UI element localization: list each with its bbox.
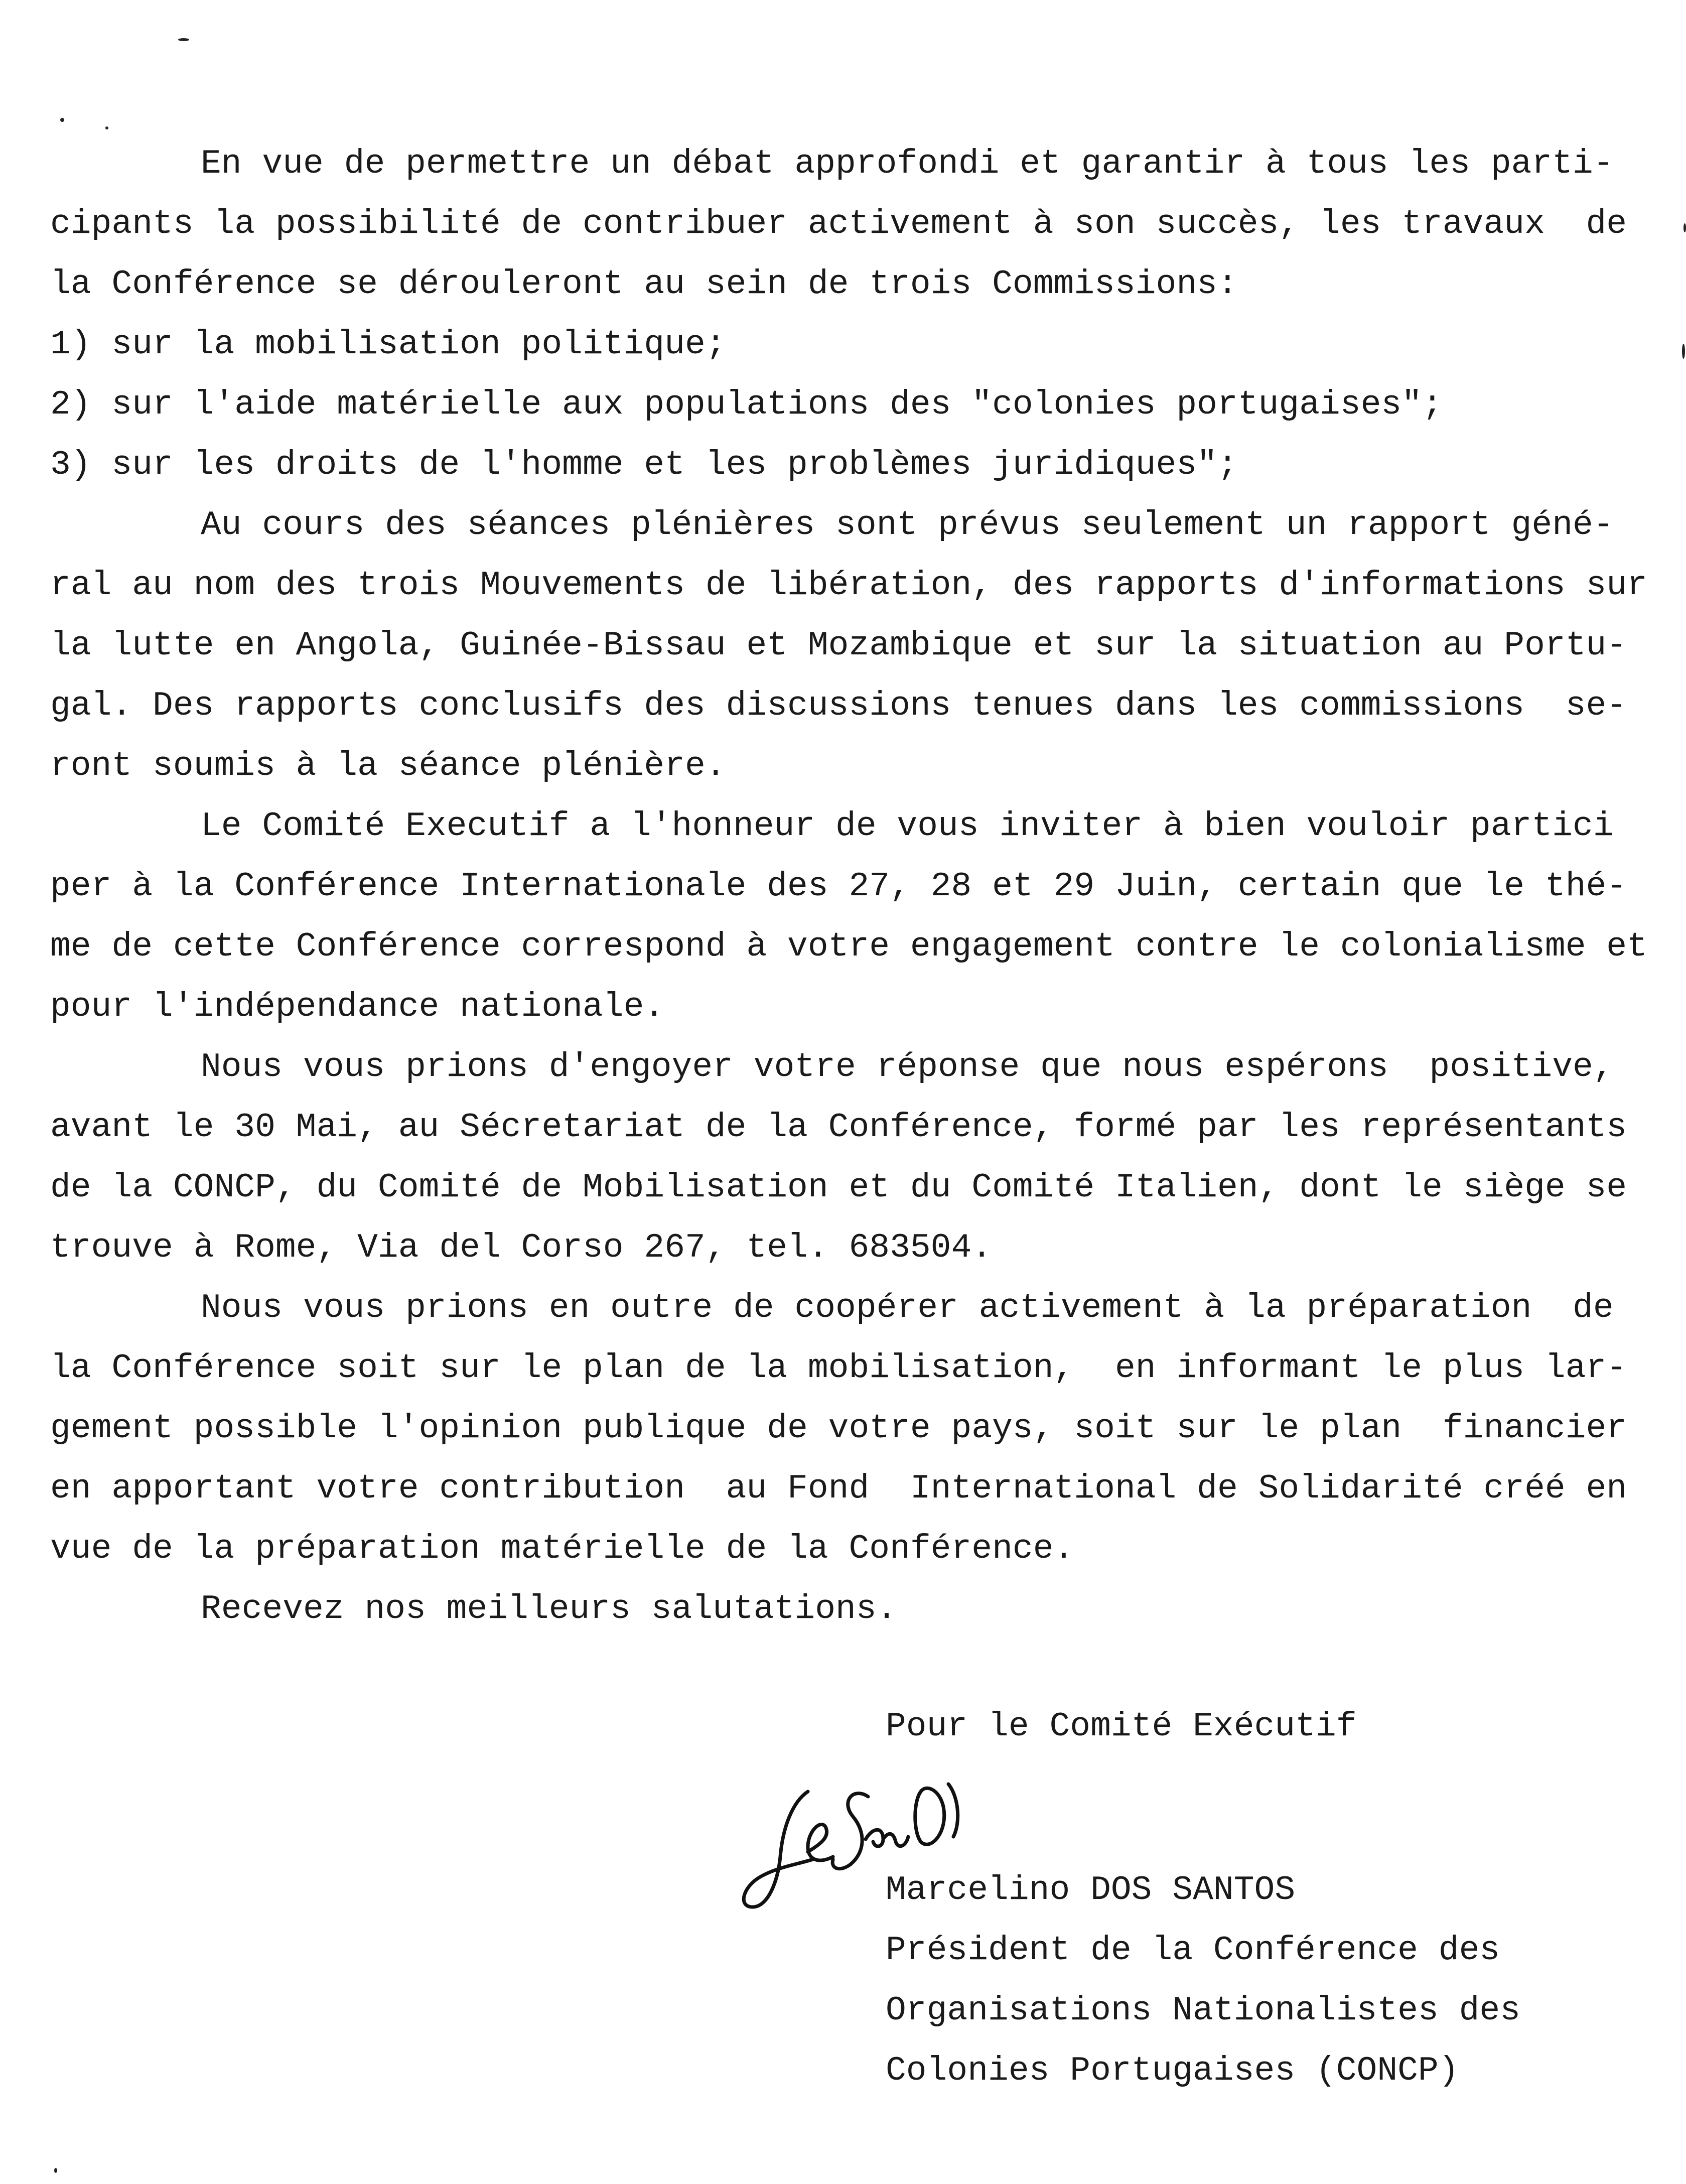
paragraph-6-line-1: Nous vous prions en outre de coopérer activement à la préparation de: [201, 1289, 1614, 1327]
paragraph-4-line-2: per à la Conférence Internationale des 27, 28 et 29 Juin, certain que le thé-: [50, 867, 1627, 906]
closing-salutation: Recevez nos meilleurs salutations.: [201, 1590, 897, 1628]
scan-speck: [178, 38, 189, 41]
paragraph-1-line-1: En vue de permettre un débat approfondi et garantir à tous les parti-: [201, 145, 1614, 183]
paragraph-5-line-2: avant le 30 Mai, au Sécretariat de la Conférence, formé par les représentants: [50, 1108, 1627, 1147]
paragraph-3-line-4: gal. Des rapports conclusifs des discussions tenues dans les commissions se-: [50, 687, 1627, 725]
paragraph-1-line-3: la Conférence se dérouleront au sein de trois Commissions:: [50, 265, 1238, 304]
paragraph-3-line-1: Au cours des séances plénières sont prévus seulement un rapport géné-: [201, 506, 1614, 544]
commission-item-3: 3) sur les droits de l'homme et les problèmes juridiques";: [50, 446, 1238, 484]
paragraph-3-line-5: ront soumis à la séance plénière.: [50, 747, 726, 785]
commission-item-1: 1) sur la mobilisation politique;: [50, 325, 726, 364]
paragraph-5-line-3: de la CONCP, du Comité de Mobilisation et du Comité Italien, dont le siège se: [50, 1168, 1627, 1207]
paragraph-5-line-4: trouve à Rome, Via del Corso 267, tel. 683504.: [50, 1228, 993, 1267]
paragraph-6-line-5: vue de la préparation matérielle de la Conférence.: [50, 1530, 1074, 1568]
signatory-title-line-3: Colonies Portugaises (CONCP): [886, 2052, 1459, 2090]
scan-speck: [1682, 344, 1685, 359]
paragraph-1-line-2: cipants la possibilité de contribuer activement à son succès, les travaux de: [50, 205, 1627, 243]
signatory-title-line-1: Président de la Conférence des: [886, 1931, 1500, 1970]
signatory-title-line-2: Organisations Nationalistes des: [886, 1991, 1521, 2030]
paragraph-3-line-2: ral au nom des trois Mouvements de libération, des rapports d'informations sur: [50, 566, 1647, 605]
paragraph-4-line-3: me de cette Conférence correspond à votre engagement contre le colonialisme et: [50, 927, 1647, 966]
commission-item-2: 2) sur l'aide matérielle aux populations des "colonies portugaises";: [50, 385, 1443, 424]
signature-for-line: Pour le Comité Exécutif: [886, 1707, 1357, 1746]
scan-speck: [1683, 223, 1686, 232]
signatory-name: Marcelino DOS SANTOS: [886, 1871, 1296, 1909]
paragraph-4-line-1: Le Comité Executif a l'honneur de vous inviter à bien vouloir partici: [201, 807, 1614, 846]
paragraph-5-line-1: Nous vous prions d'engoyer votre réponse que nous espérons positive,: [201, 1048, 1614, 1086]
paragraph-6-line-3: gement possible l'opinion publique de votre pays, soit sur le plan financier: [50, 1409, 1627, 1448]
handwritten-signature: [733, 1756, 1014, 1927]
scan-speck: [54, 2168, 57, 2173]
paragraph-6-line-2: la Conférence soit sur le plan de la mobilisation, en informant le plus lar-: [50, 1349, 1627, 1388]
scan-speck: [60, 118, 64, 122]
paragraph-6-line-4: en apportant votre contribution au Fond International de Solidarité créé en: [50, 1469, 1627, 1508]
scan-speck: [105, 126, 108, 129]
paragraph-4-line-4: pour l'indépendance nationale.: [50, 988, 665, 1026]
paragraph-3-line-3: la lutte en Angola, Guinée-Bissau et Mozambique et sur la situation au Portu-: [50, 626, 1627, 665]
